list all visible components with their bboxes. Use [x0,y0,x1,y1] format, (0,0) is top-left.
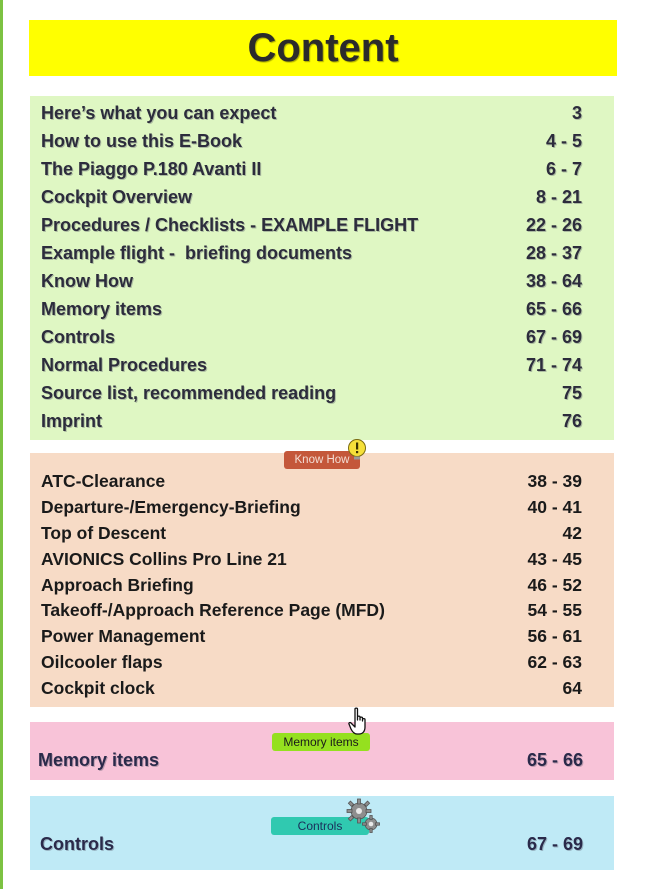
toc-pages: 22 - 26 [525,214,582,235]
toc-row[interactable] [30,295,614,323]
toc-pages: 28 - 37 [525,242,582,263]
know-how-label: AVIONICS Collins Pro Line 21 [41,548,287,569]
toc-label: Imprint [41,410,102,431]
toc-label: Procedures / Checklists - EXAMPLE FLIGHT [41,214,419,235]
toc-pages: 3 [571,102,582,123]
toc-row[interactable] [30,351,614,379]
know-how-pages: 64 [562,677,582,698]
know-how-pages: 46 - 52 [527,574,582,595]
memory-items-pages: 65 - 66 [526,750,583,770]
know-how-row[interactable] [30,650,614,676]
know-how-row[interactable] [30,521,614,547]
controls-tag-button[interactable]: Controls [271,817,369,835]
hand-pointer-icon [348,707,374,737]
know-how-label: Cockpit clock [41,677,155,698]
know-how-label: Departure-/Emergency-Briefing [41,497,301,518]
memory-items-row[interactable] [30,750,614,771]
know-how-label: ATC-Clearance [41,471,166,492]
toc-pages: 4 - 5 [545,130,582,151]
toc-row[interactable] [30,267,614,295]
toc-label: Here’s what you can expect [41,102,277,123]
toc-row[interactable] [30,239,614,267]
gears-icon [344,797,382,835]
know-how-pages: 56 - 61 [527,626,582,647]
title-bar [29,20,617,76]
toc-label: Normal Procedures [41,354,208,375]
know-how-row[interactable] [30,598,614,624]
toc-row[interactable] [30,155,614,183]
know-how-row[interactable] [30,572,614,598]
know-how-section [30,453,614,707]
memory-items-tag-button[interactable]: Memory items [272,733,370,751]
know-how-pages: 43 - 45 [527,548,582,569]
toc-row[interactable] [30,379,614,407]
know-how-pages: 42 [562,522,582,543]
know-how-tag-button[interactable]: Know How [284,451,360,469]
memory-items-label: Memory items [38,750,160,770]
know-how-label: Power Management [41,626,206,647]
toc-pages: 6 - 7 [545,158,582,179]
toc-row[interactable] [30,183,614,211]
toc-label: The Piaggo P.180 Avanti II [41,158,262,179]
toc-pages: 76 [561,410,582,431]
know-how-row[interactable] [30,675,614,701]
toc-label: Memory items [41,298,163,319]
toc-label: Example flight - briefing documents [41,242,353,263]
toc-row[interactable] [30,407,614,435]
toc-row[interactable] [30,211,614,239]
controls-row[interactable] [30,834,614,855]
toc-row[interactable] [30,323,614,351]
toc-pages: 8 - 21 [535,186,582,207]
toc-pages: 75 [561,382,582,403]
toc-row[interactable] [30,99,614,127]
know-how-label: Oilcooler flaps [41,651,163,672]
know-how-row[interactable] [30,624,614,650]
lightbulb-icon [346,438,368,460]
know-how-pages: 40 - 41 [527,497,582,518]
toc-label: Cockpit Overview [41,186,193,207]
know-how-row[interactable] [30,469,614,495]
toc-row[interactable] [30,127,614,155]
controls-pages: 67 - 69 [526,834,583,854]
toc-pages: 38 - 64 [525,270,582,291]
know-how-label: Top of Descent [41,522,167,543]
left-border-rule [0,0,3,889]
know-how-row[interactable] [30,495,614,521]
toc-label: Controls [41,326,115,347]
know-how-label: Takeoff-/Approach Reference Page (MFD) [41,600,385,621]
know-how-pages: 54 - 55 [527,600,582,621]
know-how-row[interactable] [30,546,614,572]
controls-label: Controls [40,834,114,854]
toc-pages: 71 - 74 [525,354,582,375]
page-title: Content [247,25,399,70]
main-toc-section [30,96,614,440]
memory-items-section [30,722,614,780]
know-how-pages: 38 - 39 [527,471,582,492]
toc-label: Source list, recommended reading [41,382,337,403]
toc-label: How to use this E-Book [41,130,243,151]
toc-label: Know How [41,270,133,291]
toc-pages: 65 - 66 [525,298,582,319]
know-how-pages: 62 - 63 [527,651,582,672]
know-how-label: Approach Briefing [41,574,194,595]
toc-pages: 67 - 69 [525,326,582,347]
